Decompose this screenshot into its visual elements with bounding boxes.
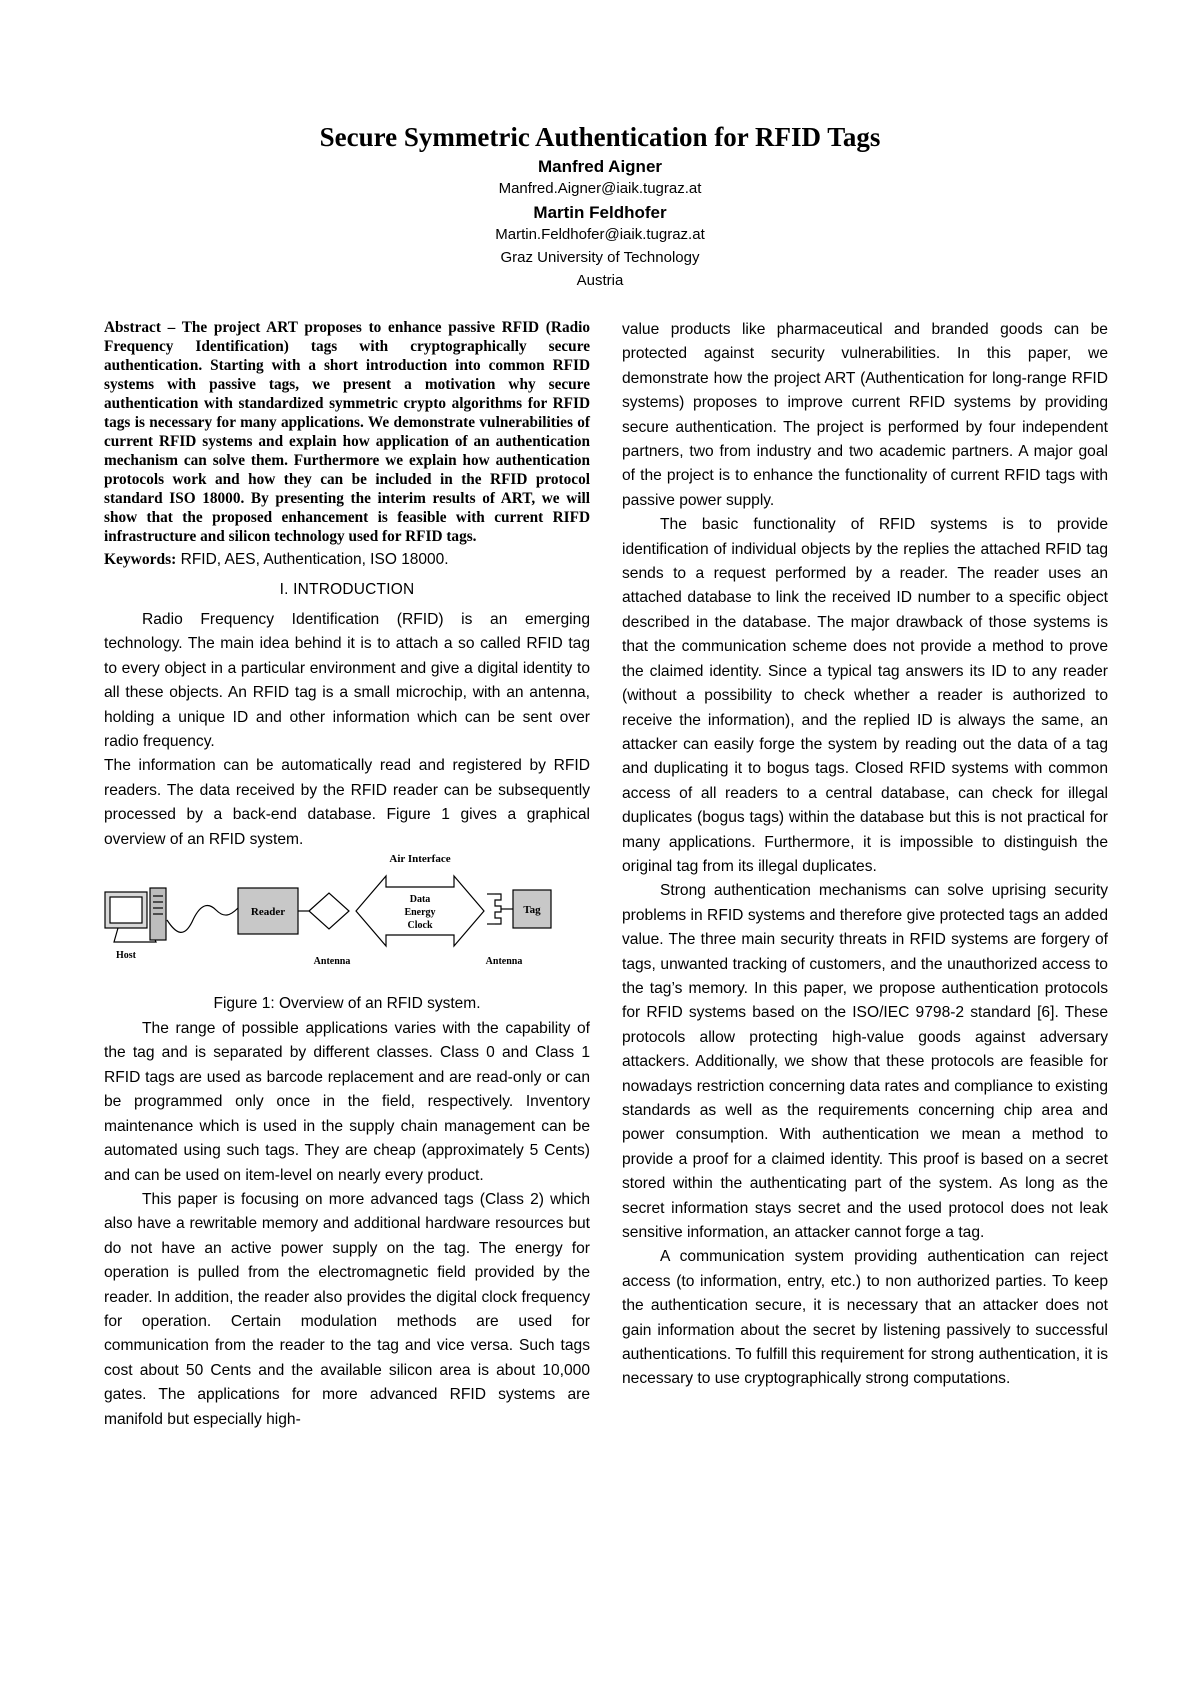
- host-cable: [167, 906, 238, 933]
- author-email-1: Manfred.Aigner@iaik.tugraz.at: [498, 180, 702, 197]
- figure-rfid-overview: [104, 852, 590, 990]
- figure-caption: Figure 1: Overview of an RFID system.: [213, 995, 481, 1013]
- paper-title: Secure Symmetric Authentication for RFID Tags: [319, 122, 881, 152]
- rfid-system-diagram: [104, 852, 590, 974]
- keywords-text: RFID, AES, Authentication, ISO 18000.: [180, 551, 449, 568]
- air-data-label: Data: [409, 894, 431, 906]
- abstract: Abstract – The project ART proposes to enhance passive RFID (Radio Frequency Identification) tags with cryptographically secure authentication. Starting with a short introduction into common RFID systems with passive tags, we present a motivation why secure authentication with standardized symmetric crypto algorithms for RFID tags is necessary for many applications. We demonstrate vulnerabilities of current RFID systems and explain how application of an authentication mechanism can solve them. Furthermore we explain how authentication protocols work and how they can be included in the RFID protocol standard ISO 18000. By presenting the interim results of ART, we will show that the proposed enhancement is feasible with current RIFD infrastructure and silicon technology used for RFID tags.: [104, 319, 590, 545]
- right-column: [622, 318, 1108, 1392]
- intro-paragraph-2: The information can be automatically read and registered by RFID readers. The data received by the RFID reader can be subsequently processed by a back-end database. Figure 1 gives a graphical overview of an RFID system.: [104, 757, 590, 848]
- author-name-2: Martin Feldhofer: [533, 203, 667, 222]
- author-email-2: Martin.Feldhofer@iaik.tugraz.at: [495, 226, 705, 243]
- section-heading: I. INTRODUCTION: [279, 581, 415, 598]
- reader-antenna-label: Antenna: [313, 956, 351, 968]
- intro-paragraph-4: This paper is focusing on more advanced tags (Class 2) which also have a rewritable memory and additional hardware resources but do not have an active power supply on the tag. The energy for operation is pulled from the electromagnetic field provided by the reader. In addition, the reader also provides the digital clock frequency for operation. Certain modulation methods are used for communication from the reader to the tag and vice versa. Such tags cost about 50 Cents and the available silicon area is about 10,000 gates. The applications for more advanced RFID systems are manifold but especially high-: [104, 1190, 590, 1428]
- intro-paragraph-3: The range of possible applications varies with the capability of the tag and is separated by different classes. Class 0 and Class 1 RFID tags are used as barcode replacement and are read-only or can be programmed only once in the field, respectively. Inventory maintenance which is used in the supply chain management can be automated using such tags. They are cheap (approximately 5 Cents) and can be used on item-level on nearly every product.: [104, 1020, 590, 1184]
- tag-antenna-icon: [495, 894, 501, 924]
- author-name-1: Manfred Aigner: [537, 157, 663, 176]
- paper-header: [0, 120, 1200, 292]
- keywords-label: Keywords:: [104, 551, 177, 568]
- air-interface-label: Air Interface: [389, 853, 451, 866]
- keywords: [104, 548, 590, 571]
- country: Austria: [576, 272, 624, 289]
- host-label: Host: [116, 950, 136, 962]
- right-paragraph-1: value products like pharmaceutical and branded goods can be protected against security vulnerabilities. In this paper, we demonstrate how the project ART (Authentication for long-range RFID systems) proposes to improve current RFID systems by providing secure authentication. The project is performed by four independent partners, two from industry and two academic partners. A major goal of the project is to enhance the functionality of current RFID tags with passive power supply.: [622, 321, 1108, 509]
- tag-label: Tag: [523, 904, 541, 917]
- left-column: [104, 318, 590, 1432]
- air-energy-label: Energy: [404, 907, 436, 919]
- reader-antenna-icon: [309, 893, 349, 929]
- right-paragraph-3: Strong authentication mechanisms can solve uprising security problems in RFID systems and therefore give protected tags an added value. The three main security threats in RFID systems are forgery of tags, unwanted tracking of customers, and the unauthorized access to the tag’s memory. In this paper, we propose authentication protocols for RFID systems based on the ISO/IEC 9798-2 standard [6]. These protocols allow protecting high-value goods against adversary attackers. Additionally, we show that these protocols are feasible for nowadays restriction concerning data rates and compliance to existing standards as well as the requirements concerning chip area and power consumption. With authentication we mean a method to provide a proof for a claimed identity. This proof is based on a secret stored within the authenticating part of the system. As long as the secret information stays secret and the used protocol does not leak sensitive information, an attacker cannot forge a tag.: [622, 882, 1108, 1242]
- intro-paragraph-1: Radio Frequency Identification (RFID) is an emerging technology. The main idea behind it is to attach a so called RFID tag to every object in a particular environment and give a digital identity to all these objects. An RFID tag is a small microchip, with an antenna, holding a unique ID and other information which can be sent over radio frequency.: [104, 611, 590, 751]
- reader-label: Reader: [250, 906, 286, 919]
- air-clock-label: Clock: [407, 920, 433, 932]
- right-paragraph-2: The basic functionality of RFID systems is to provide identification of individual objects by the replies the attached RFID tag sends to a request performed by a reader. The reader uses an attached database to link the received ID number to a specific object described in the database. The major drawback of those systems is that the communication scheme does not provide a method to prove the claimed identity. Since a typical tag answers its ID to any reader (without a possibility to check whether a reader is authorized to receive the information), and the replied ID is always the same, an attacker can easily forge the system by reading out the data of a tag and duplicating it to bogus tags. Closed RFID systems with common access of all readers to a central database, can check for illegal duplicates (bogus tags) within the database but this is not practical for many applications. Furthermore, it is impossible to distinguish the original tag from its illegal duplicates.: [622, 516, 1108, 875]
- tag-antenna-label: Antenna: [485, 956, 523, 968]
- right-paragraph-4: A communication system providing authentication can reject access (to information, entry, etc.) to non authorized parties. To keep the authentication secure, it is necessary that an attacker does not gain information about the secret by listening passively to successful authentications. To fulfill this requirement for strong authentication, it is necessary to use cryptographically strong computations.: [622, 1248, 1108, 1388]
- affiliation: Graz University of Technology: [500, 249, 700, 266]
